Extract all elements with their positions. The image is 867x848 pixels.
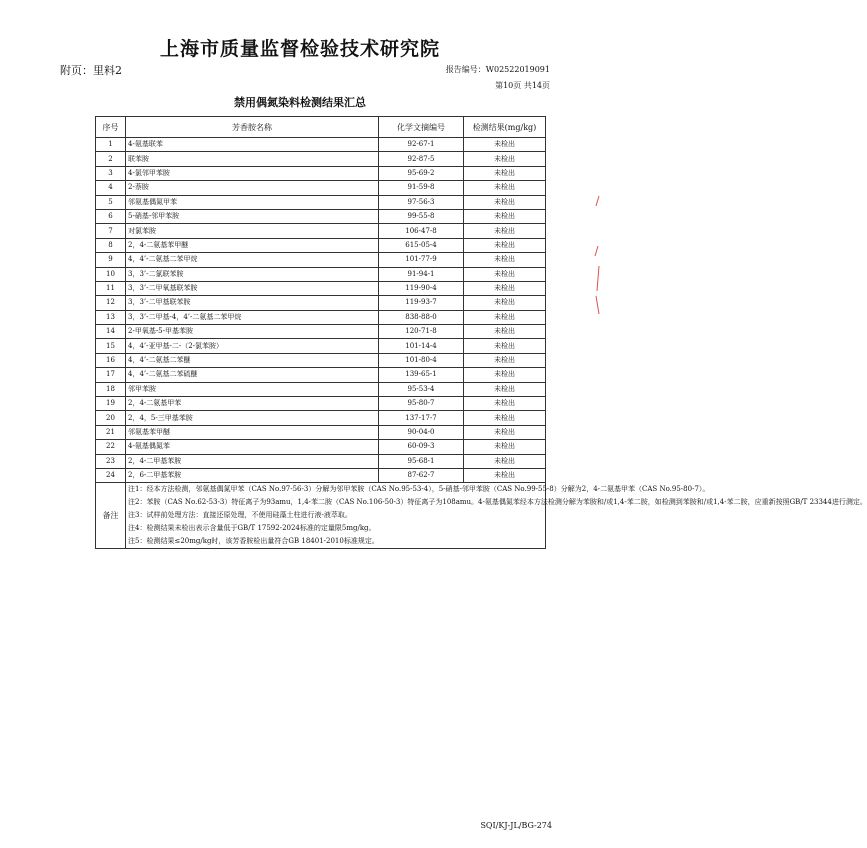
table-row [96,425,546,439]
row-result: 未检出 [464,181,546,195]
row-amine-name: 4，4’-亚甲基-二-（2-氯苯胺） [126,339,379,353]
note-4: 注4：检测结果未检出表示含量低于GB/T 17592-2024标准的定量限5mg/kg。 [128,524,376,533]
row-cas-number: 87-62-7 [379,468,464,482]
row-result: 未检出 [464,138,546,152]
row-index: 16 [96,353,126,367]
notes-row [96,483,546,549]
table-row [96,440,546,454]
row-result: 未检出 [464,325,546,339]
row-result: 未检出 [464,166,546,180]
row-index: 12 [96,296,126,310]
row-amine-name: 2，4-二氨基苯甲醚 [126,238,379,252]
row-cas-number: 95-80-7 [379,397,464,411]
row-amine-name: 邻氨基偶氮甲苯 [126,195,379,209]
table-row [96,382,546,396]
row-index: 10 [96,267,126,281]
row-amine-name: 4，4’-二氨基二苯硫醚 [126,368,379,382]
row-amine-name: 5-硝基-邻甲苯胺 [126,209,379,223]
row-index: 17 [96,368,126,382]
row-index: 20 [96,411,126,425]
row-result: 未检出 [464,440,546,454]
table-title: 禁用偶氮染料检测结果汇总 [234,96,366,109]
row-cas-number: 101-80-4 [379,353,464,367]
row-cas-number: 95-69-2 [379,166,464,180]
table-row [96,195,546,209]
row-cas-number: 838-88-0 [379,310,464,324]
table-row [96,353,546,367]
row-result: 未检出 [464,281,546,295]
row-index: 6 [96,209,126,223]
row-result: 未检出 [464,310,546,324]
table-row [96,468,546,482]
row-amine-name: 2，4-二甲基苯胺 [126,454,379,468]
table-row [96,454,546,468]
table-row [96,152,546,166]
row-index: 3 [96,166,126,180]
header-cas-number: 化学文摘编号 [379,117,464,138]
note-1: 注1：经本方法检测，邻氨基偶氮甲苯（CAS No.97-56-3）分解为邻甲苯胺（CAS No.95-53-4），5-硝基-邻甲苯胺（CAS No.99-55-8）分解为2，4-二氨基甲苯（CAS No.95-80-7）。 [128,485,710,494]
row-result: 未检出 [464,296,546,310]
row-result: 未检出 [464,339,546,353]
row-index: 8 [96,238,126,252]
table-row [96,397,546,411]
report-number: 报告编号：W02522019091 [445,65,550,74]
table-row [96,267,546,281]
row-result: 未检出 [464,195,546,209]
row-result: 未检出 [464,209,546,223]
row-cas-number: 92-87-5 [379,152,464,166]
table-row [96,310,546,324]
row-cas-number: 101-14-4 [379,339,464,353]
row-result: 未检出 [464,454,546,468]
note-5: 注5：检测结果≤20mg/kg时，该芳香胺检出量符合GB 18401-2010标准规定。 [128,537,379,546]
row-index: 18 [96,382,126,396]
row-index: 14 [96,325,126,339]
row-index: 23 [96,454,126,468]
row-cas-number: 139-65-1 [379,368,464,382]
footer-code: SQI/KJ-JL/BG-274 [480,821,552,830]
seal-stamp-edge [594,196,600,316]
row-amine-name: 4-氨基联苯 [126,138,379,152]
row-amine-name: 邻甲苯胺 [126,382,379,396]
row-result: 未检出 [464,411,546,425]
row-amine-name: 2，6-二甲基苯胺 [126,468,379,482]
table-row [96,166,546,180]
row-cas-number: 91-59-8 [379,181,464,195]
row-cas-number: 95-53-4 [379,382,464,396]
row-index: 2 [96,152,126,166]
row-index: 9 [96,253,126,267]
row-cas-number: 101-77-9 [379,253,464,267]
table-row [96,368,546,382]
row-index: 19 [96,397,126,411]
row-amine-name: 4，4’-二氨基二苯甲烷 [126,253,379,267]
row-index: 1 [96,138,126,152]
row-cas-number: 137-17-7 [379,411,464,425]
row-result: 未检出 [464,397,546,411]
table-row [96,339,546,353]
row-cas-number: 60-09-3 [379,440,464,454]
row-amine-name: 4-氨基偶氮苯 [126,440,379,454]
row-index: 13 [96,310,126,324]
row-amine-name: 3，3’-二甲基-4，4’-二氨基二苯甲烷 [126,310,379,324]
row-index: 15 [96,339,126,353]
row-cas-number: 120-71-8 [379,325,464,339]
row-result: 未检出 [464,382,546,396]
row-index: 4 [96,181,126,195]
row-result: 未检出 [464,353,546,367]
table-row [96,224,546,238]
row-index: 11 [96,281,126,295]
notes-label: 备注 [96,483,126,549]
row-cas-number: 91-94-1 [379,267,464,281]
table-row [96,253,546,267]
header-index: 序号 [96,117,126,138]
row-amine-name: 对氯苯胺 [126,224,379,238]
row-index: 7 [96,224,126,238]
row-amine-name: 3，3’-二氯联苯胺 [126,267,379,281]
row-index: 21 [96,425,126,439]
row-amine-name: 2-甲氧基-5-甲基苯胺 [126,325,379,339]
row-result: 未检出 [464,425,546,439]
row-cas-number: 97-56-3 [379,195,464,209]
row-cas-number: 99-55-8 [379,209,464,223]
row-amine-name: 3，3’-二甲氧基联苯胺 [126,281,379,295]
table-row [96,411,546,425]
table-row [96,138,546,152]
table-row [96,238,546,252]
table-row [96,296,546,310]
header-result: 检测结果(mg/kg) [464,117,546,138]
row-index: 5 [96,195,126,209]
row-result: 未检出 [464,224,546,238]
notes-cell [126,483,867,549]
row-amine-name: 联苯胺 [126,152,379,166]
note-3: 注3：试样前处理方法：直接还原处理，不使用硅藻土柱进行液-液萃取。 [128,511,352,520]
row-result: 未检出 [464,238,546,252]
row-index: 22 [96,440,126,454]
row-result: 未检出 [464,267,546,281]
row-cas-number: 119-93-7 [379,296,464,310]
row-amine-name: 2，4-二氨基甲苯 [126,397,379,411]
page-number: 第10页 共14页 [495,81,550,90]
row-amine-name: 4，4’-二氨基二苯醚 [126,353,379,367]
table-row [96,181,546,195]
table-row [96,209,546,223]
row-cas-number: 95-68-1 [379,454,464,468]
row-result: 未检出 [464,152,546,166]
table-header-row [96,117,546,138]
row-cas-number: 106-47-8 [379,224,464,238]
row-amine-name: 4-氯邻甲苯胺 [126,166,379,180]
row-cas-number: 119-90-4 [379,281,464,295]
table-row [96,281,546,295]
row-amine-name: 2-萘胺 [126,181,379,195]
row-cas-number: 90-04-0 [379,425,464,439]
table-row [96,325,546,339]
row-result: 未检出 [464,468,546,482]
note-2: 注2：苯胺（CAS No.62-53-3）特征离子为93amu，1,4-苯二胺（CAS No.106-50-3）特征离子为108amu。4-氨基偶氮苯经本方法检测分解为苯胺和/或1,4-苯二胺，如检测到苯胺和/或1,4-苯二胺，应重新按照GB/T 23344进行测定。 [128,498,867,507]
row-cas-number: 92-67-1 [379,138,464,152]
row-result: 未检出 [464,253,546,267]
row-result: 未检出 [464,368,546,382]
row-amine-name: 3，3’-二甲基联苯胺 [126,296,379,310]
header-amine-name: 芳香胺名称 [126,117,379,138]
row-index: 24 [96,468,126,482]
row-amine-name: 2，4，5-三甲基苯胺 [126,411,379,425]
appendix-label: 附页：里料2 [60,64,122,77]
row-cas-number: 615-05-4 [379,238,464,252]
row-amine-name: 邻氨基苯甲醚 [126,425,379,439]
results-table [95,116,867,549]
document-title: 上海市质量监督检验技术研究院 [159,38,440,60]
